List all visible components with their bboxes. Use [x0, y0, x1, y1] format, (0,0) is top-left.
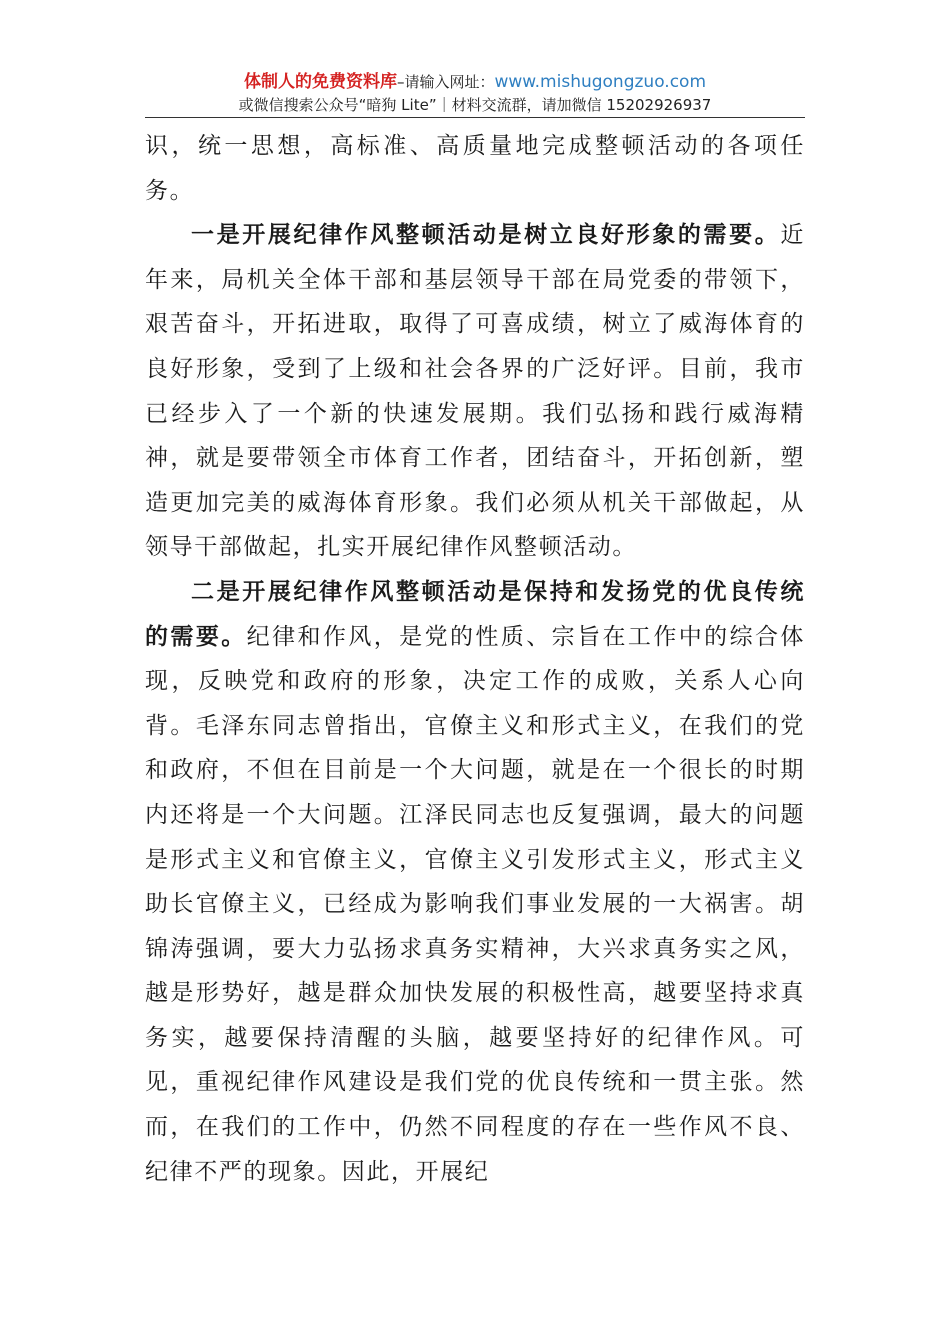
- header-prompt: –请输入网址：: [396, 73, 495, 91]
- paragraph-continuation: [145, 124, 805, 213]
- paragraph-point-one: [145, 213, 805, 570]
- paragraph-text: 识，统一思想，高标准、高质量地完成整顿活动的各项任务。: [145, 133, 805, 204]
- header-brand: 体制人的免费资料库: [243, 72, 397, 92]
- document-body: [145, 124, 805, 1194]
- paragraph-text: 纪律和作风，是党的性质、宗旨在工作中的综合体现，反映党和政府的形象，决定工作的成败，关系人心向背。毛泽东同志曾指出，官僚主义和形式主义，在我们的党和政府，不但在目前是一个大问题，就是在一个很长的时期内还将是一个大问题。江泽民同志也反复强调，最大的问题是形式主义和官僚主义，官僚主义引发形式主义，形式主义助长官僚主义，已经成为影响我们事业发展的一大祸害。胡锦涛强调，要大力弘扬求真务实精神，大兴求真务实之风，越是形势好，越是群众加快发展的积极性高，越要坚持求真务实，越要保持清醒的头脑，越要坚持好的纪律作风。可见，重视纪律作风建设是我们党的优良传统和一贯主张。然而，在我们的工作中，仍然不同程度的存在一些作风不良、纪律不严的现象。因此，开展纪: [145, 623, 805, 1185]
- header-line-2: 或微信搜索公众号“暗狗 Lite”｜材料交流群，请加微信 15202926937: [238, 96, 712, 114]
- paragraph-text: 近年来，局机关全体干部和基层领导干部在局党委的带领下，艰苦奋斗，开拓进取，取得了可喜成绩，树立了威海体育的良好形象，受到了上级和社会各界的广泛好评。目前，我市已经步入了一个新的快速发展期。我们弘扬和践行威海精神，就是要带领全市体育工作者，团结奋斗，开拓创新，塑造更加完美的威海体育形象。我们必须从机关干部做起，从领导干部做起，扎实开展纪律作风整顿活动。: [145, 222, 805, 561]
- paragraph-point-two: [145, 570, 805, 1194]
- document-header: [145, 70, 805, 116]
- header-divider: [145, 117, 805, 118]
- paragraph-heading: 一是开展纪律作风整顿活动是树立良好形象的需要。: [191, 221, 781, 249]
- paragraph-heading: 二是开展纪律作风整顿活动是保持和发扬党的优良传统的需要。: [145, 577, 805, 650]
- header-line-1: [145, 70, 805, 94]
- header-url-link[interactable]: www.mishugongzuo.com: [494, 72, 707, 92]
